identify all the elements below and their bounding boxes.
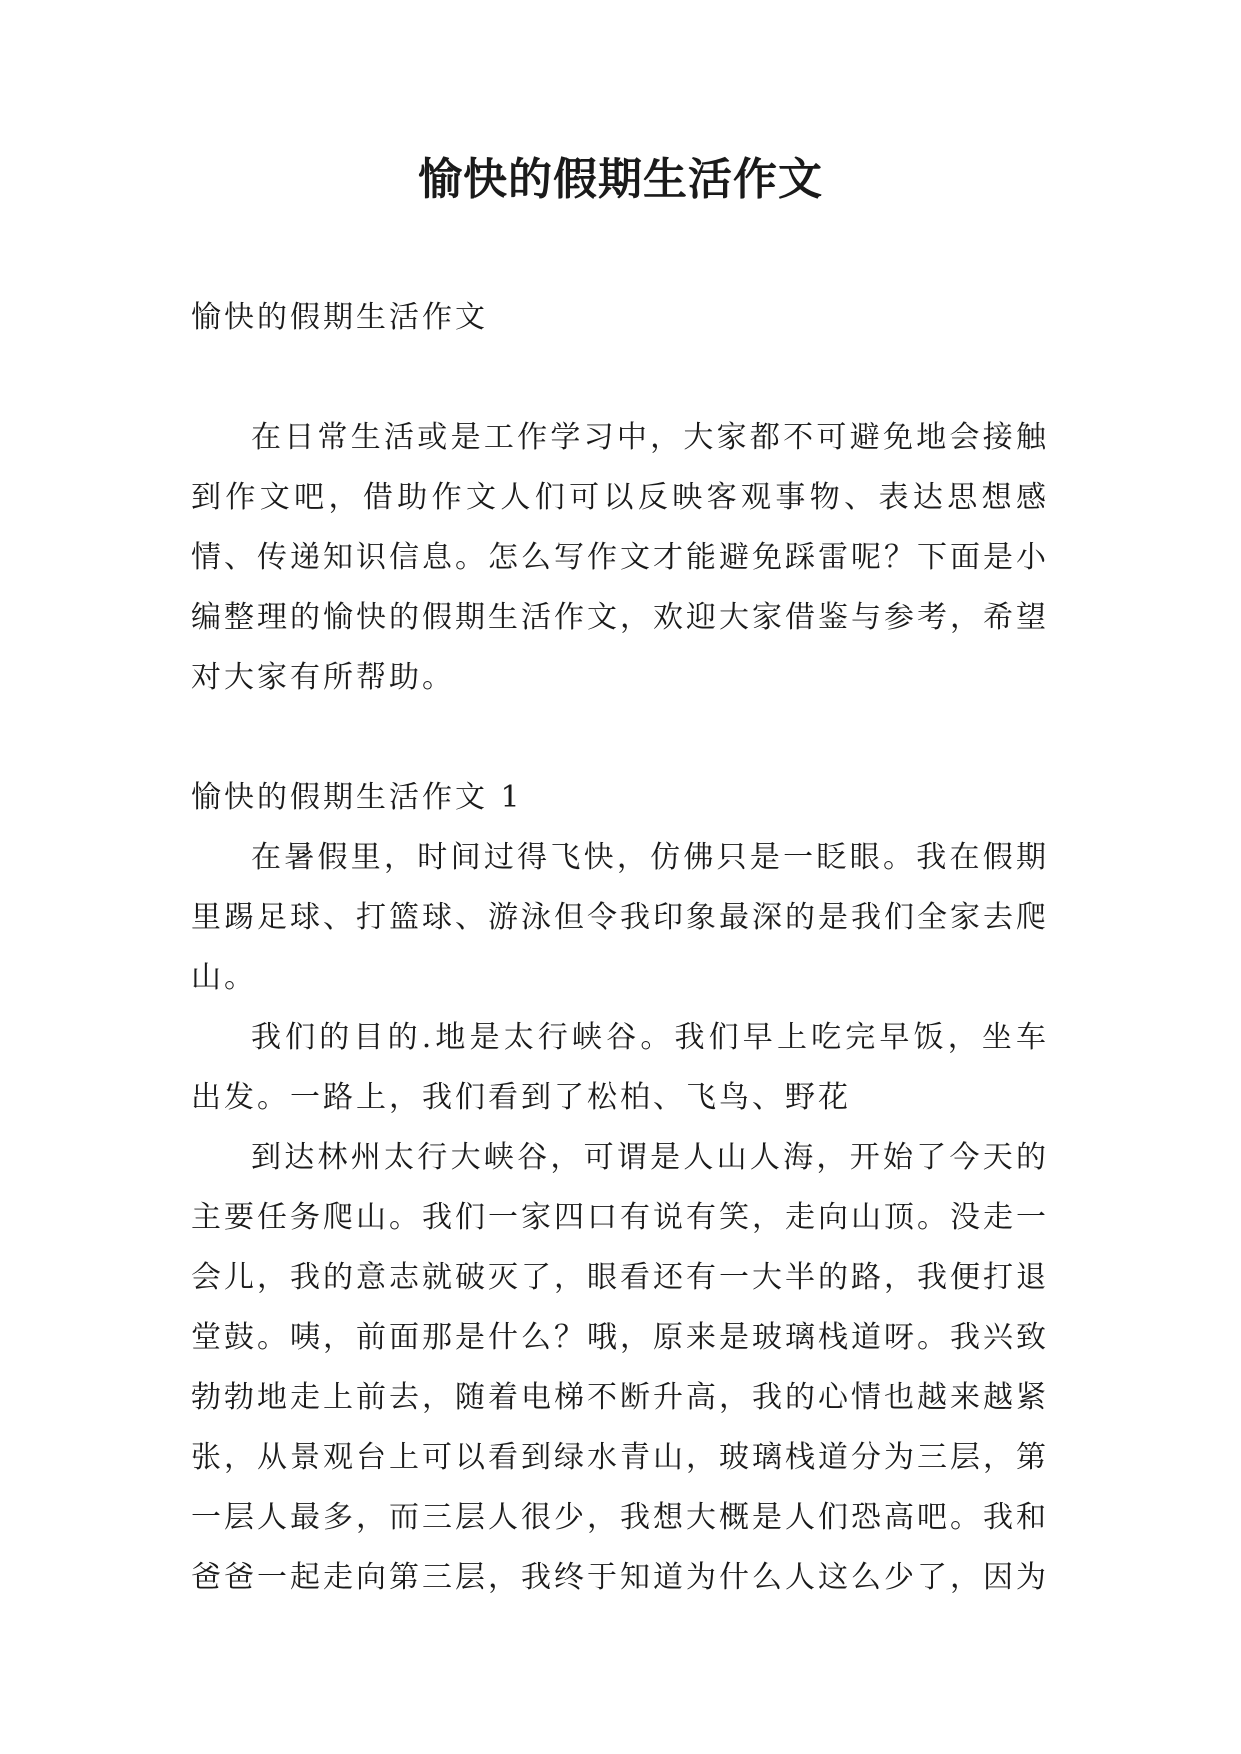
essay-paragraph: 到达林州太行大峡谷，可谓是人山人海，开始了今天的主要任务爬山。我们一家四口有说有笑，走向山顶。没走一会儿，我的意志就破灭了，眼看还有一大半的路，我便打退堂鼓。咦，前面那是什么？哦，原来是玻璃栈道呀。我兴致勃勃地走上前去，随着电梯不断升高，我的心情也越来越紧张，从景观台上可以看到绿水青山，玻璃栈道分为三层，第一层人最多，而三层人很少，我想大概是人们恐高吧。我和爸爸一起走向第三层，我终于知道为什么人这么少了，因为 xyxy=(191,1140,1049,1595)
essay-paragraph: 在暑假里，时间过得飞快，仿佛只是一眨眼。我在假期里踢足球、打篮球、游泳但令我印象最深的是我们全家去爬山。 xyxy=(191,840,1049,995)
document-title: 愉快的假期生活作文 xyxy=(418,154,823,205)
spacer xyxy=(191,708,1049,768)
intro-paragraph: 在日常生活或是工作学习中，大家都不可避免地会接触到作文吧，借助作文人们可以反映客观事物、表达思想感情、传递知识信息。怎么写作文才能避免踩雷呢？下面是小编整理的愉快的假期生活作文，欢迎大家借鉴与参考，希望对大家有所帮助。 xyxy=(191,420,1049,695)
essay-paragraph: 我们的目的.地是太行峡谷。我们早上吃完早饭，坐车出发。一路上，我们看到了松柏、飞鸟、野花 xyxy=(191,1020,1049,1115)
document-subtitle: 愉快的假期生活作文 xyxy=(191,300,488,335)
spacer xyxy=(191,348,1049,408)
essay-heading: 愉快的假期生活作文 1 xyxy=(191,780,523,815)
document-body xyxy=(191,288,1049,1608)
